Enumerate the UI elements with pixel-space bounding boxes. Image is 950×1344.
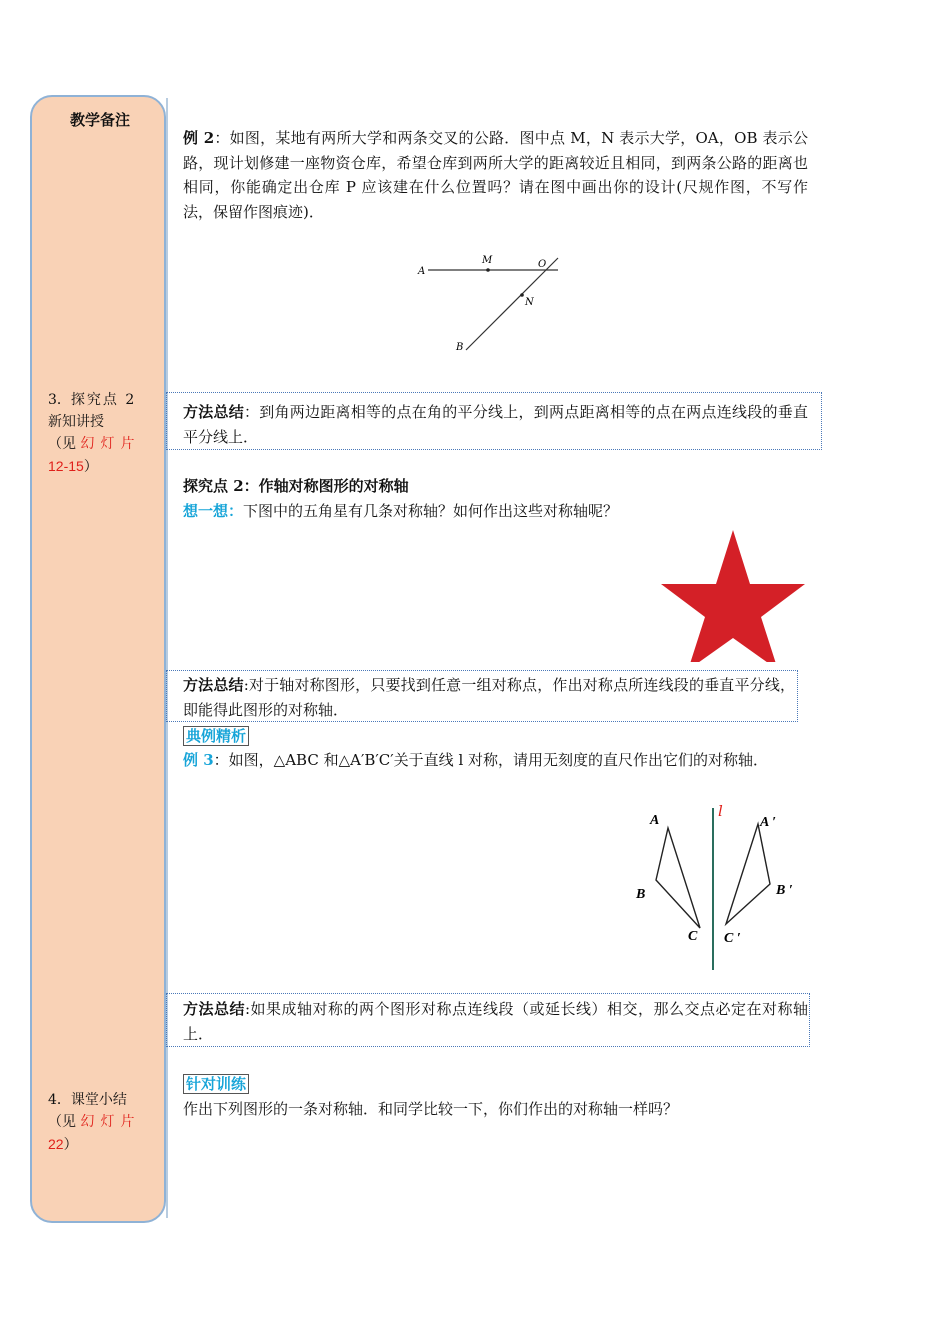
section3-title: 探究点 2 [70, 392, 137, 408]
method2-label: 方法总结 [183, 676, 244, 694]
example3-label: 例 3 [183, 751, 214, 769]
method3-label: 方法总结 [183, 1000, 245, 1018]
sidebar-divider [166, 98, 168, 1218]
label-O: O [538, 259, 547, 270]
triangle-ABC [656, 828, 700, 928]
method3-text: :如果成轴对称的两个图形对称点连线段（或延长线）相交，那么交点必定在对称轴上． [183, 1000, 808, 1043]
section3-close: ） [83, 459, 98, 475]
example2-paragraph [183, 126, 808, 224]
typical-example-heading [183, 724, 808, 749]
triangle-A2B2C2 [726, 824, 770, 924]
label-B-prime: B ′ [776, 883, 793, 898]
explore-point-2-title: 探究点 2：作轴对称图形的对称轴 [183, 477, 409, 495]
symmetric-triangles-figure [630, 800, 810, 972]
label-B: B [456, 342, 464, 353]
label-M: M [482, 255, 493, 266]
section4-num: 4． [48, 1092, 71, 1108]
method1-label: 方法总结 [183, 403, 244, 421]
five-point-star [661, 530, 805, 662]
label-A: A [418, 266, 426, 277]
label-A: A [650, 813, 660, 828]
example3-text: ：如图，△ABC 和△A′B′C′关于直线 l 对称，请用无刻度的直尺作出它们的对称轴． [213, 751, 769, 769]
think-text: 下图中的五角星有几条对称轴？如何作出这些对称轴呢？ [243, 502, 619, 520]
training-title: 针对训练 [183, 1074, 249, 1094]
think-paragraph [183, 499, 808, 524]
label-B: B [636, 887, 646, 902]
label-A-prime: A ′ [760, 815, 777, 830]
label-C-prime: C ′ [724, 931, 741, 946]
sidebar-section-4 [48, 1089, 140, 1156]
method-summary-1 [183, 400, 808, 449]
sidebar-header: 教学备注 [69, 111, 130, 129]
section4-close: ） [63, 1137, 78, 1153]
section3-see: （见 [48, 436, 76, 452]
label-C: C [688, 929, 698, 944]
method1-text: ：到角两边距离相等的点在角的平分线上，到两点距离相等的点在两点连线段的垂直平分线上． [183, 403, 808, 446]
section4-title: 课堂小结 [70, 1092, 127, 1108]
section4-see: （见 [48, 1114, 76, 1130]
example3-paragraph [183, 748, 808, 773]
training-heading [183, 1072, 808, 1097]
example2-label: 例 2 [183, 129, 215, 147]
typical-example-title: 典例精析 [183, 726, 249, 746]
point-M [486, 268, 490, 272]
example2-text: ：如图，某地有两所大学和两条交叉的公路．图中点 M，N 表示大学，OA，OB 表示公路，现计划修建一座物资仓库，希望仓库到两所大学的距离较近且相同，到两条公路的距离也相同，你能确定出仓库 P 应该建在什么位置吗？请在图中画出你的设计(尺规作图，不写作法，保留作图痕迹)． [183, 129, 808, 221]
section4-ref: 幻灯片 [80, 1114, 141, 1130]
road-OB [466, 258, 558, 350]
think-label: 想一想： [183, 502, 244, 520]
section3-subtitle: 新知讲授 [48, 414, 104, 430]
teaching-notes-sidebar [30, 95, 166, 1223]
section3-num: 3． [48, 392, 71, 408]
section4-pages: 22 [48, 1136, 64, 1152]
training-text: 作出下列图形的一条对称轴．和同学比较一下，你们作出的对称轴一样吗？ [183, 1100, 679, 1118]
section3-ref: 幻灯片 [80, 436, 141, 452]
roads-figure [410, 250, 570, 360]
label-l: l [718, 802, 723, 820]
method2-text: :对于轴对称图形，只要找到任意一组对称点，作出对称点所连线段的垂直平分线，即能得此图形的对称轴． [183, 676, 795, 719]
sidebar-section-3 [48, 389, 140, 478]
method-summary-2 [183, 673, 795, 722]
label-N: N [525, 297, 534, 308]
method-summary-3 [183, 997, 808, 1046]
point-N [520, 293, 524, 297]
section3-pages: 12-15 [48, 458, 84, 474]
star-figure [660, 528, 806, 662]
